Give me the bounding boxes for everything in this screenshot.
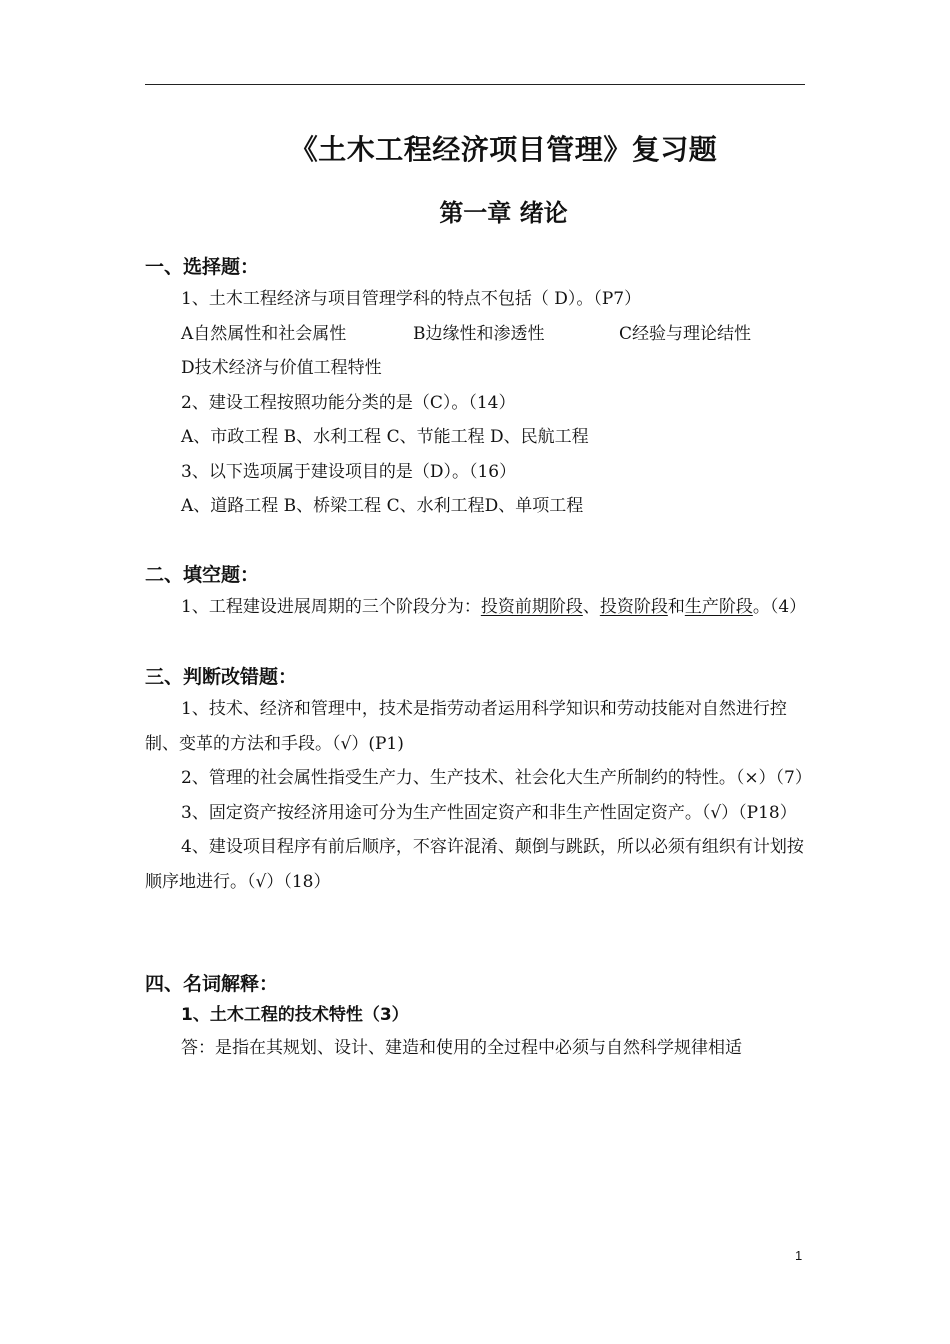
fill-separator: 和 [667,596,685,617]
option-a: A自然属性和社会属性 [181,323,347,344]
judge-question: 4、建设项目程序有前后顺序，不容许混淆、颠倒与跳跃，所以必须有组织有计划按顺序地进行。（√）（18） [145,837,804,892]
term-answer: 答：是指在其规划、设计、建造和使用的全过程中必须与自然科学规律相适 [181,1038,742,1058]
term-title: 1、土木工程的技术特性（3） [181,1005,409,1025]
question-options: A、道路工程 B、桥梁工程 C、水利工程D、单项工程 [181,496,584,516]
options-row [181,317,807,352]
fill-answer: 投资前期阶段 [480,596,583,617]
option-c: C经验与理论结性 [619,323,752,344]
fill-prefix: 1、工程建设进展周期的三个阶段分为： [181,596,481,617]
option-d: D技术经济与价值工程特性 [181,358,382,378]
fill-answer: 投资阶段 [599,596,668,617]
document-body [145,130,812,1066]
judge-question: 2、管理的社会属性指受生产力、生产技术、社会化大生产所制约的特性。（×）（7） [181,768,812,788]
section-heading-judge: 三、判断改错题： [145,666,298,688]
document-title: 《土木工程经济项目管理》复习题 [289,133,718,166]
judge-question: 3、固定资产按经济用途可分为生产性固定资产和非生产性固定资产。（√）（P18） [181,802,797,823]
chapter-title: 第一章 绪论 [439,199,568,227]
fill-answer: 生产阶段 [684,596,753,617]
question-options: A、市政工程 B、水利工程 C、节能工程 D、民航工程 [181,427,589,447]
fill-question [145,590,807,625]
question-text: 2、建设工程按照功能分类的是（C）。（14） [181,392,516,413]
fill-separator: 、 [582,596,600,617]
header-rule [145,84,805,85]
section-heading-choice: 一、选择题： [145,256,260,278]
option-b: B边缘性和渗透性 [413,323,545,344]
section-heading-fill: 二、填空题： [145,563,260,586]
page-number: 1 [795,1248,803,1263]
question-text: 1、土木工程经济与项目管理学科的特点不包括（ D）。（P7） [181,289,642,309]
judge-question: 1、技术、经济和管理中，技术是指劳动者运用科学知识和劳动技能对自然进行控制、变革的方法和手段。（√）(P1) [145,699,787,754]
question-options [145,317,807,386]
section-heading-terms: 四、名词解释： [145,973,279,995]
question-text: 3、以下选项属于建设项目的是（D）。（16） [181,461,517,482]
fill-suffix: 。（4） [752,596,807,617]
